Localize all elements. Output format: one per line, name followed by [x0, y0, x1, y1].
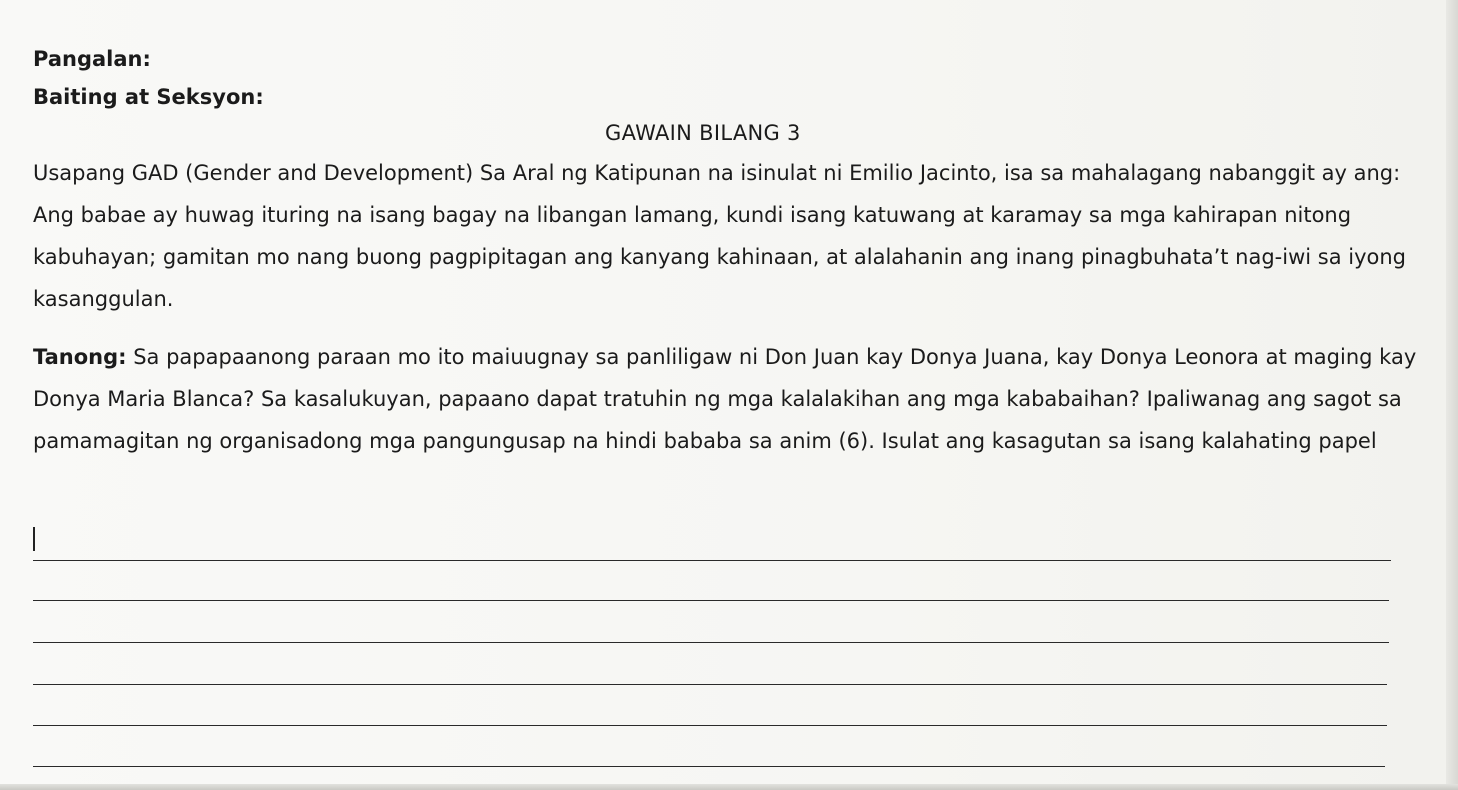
question-text: Sa papapaanong paraan mo ito maiuugnay sa panliligaw ni Don Juan kay Donya Juana, kay Donya Leonora at maging kay Donya Maria Blanca? Sa kasalukuyan, papaano dapat tratuhin ng mga kalalakihan ang mga kababaihan? Ipaliwanag ang sagot sa pamamagitan ng organisadong mga pangungusap na hindi bababa sa anim (6). Isulat ang kasagutan sa isang kalahating papel [33, 345, 1417, 453]
page-edge-shadow [1446, 0, 1458, 790]
intro-paragraph: Usapang GAD (Gender and Development) Sa Aral ng Katipunan na isinulat ni Emilio Jacinto, isa sa mahalagang nabanggit ay ang: Ang babae ay huwag ituring na isang bagay na libangan lamang, kundi isang katuwang at karamay sa mga kahirapan nitong kabuhayan; gamitan mo nang buong pagpipitagan ang kanyang kahinaan, at alalahanin ang inang pinagbuhata’t nag-iwi sa iyong kasanggulan. [33, 161, 1406, 311]
answer-line[interactable] [33, 725, 1387, 726]
answer-line[interactable] [33, 684, 1387, 685]
answer-line[interactable] [33, 600, 1389, 601]
name-label: Pangalan: [33, 47, 151, 71]
question-label: Tanong: [33, 345, 127, 369]
activity-title: GAWAIN BILANG 3 [605, 121, 801, 145]
answer-lines [33, 520, 1391, 770]
question-paragraph [33, 336, 1418, 462]
answer-line[interactable] [33, 766, 1385, 767]
answer-line[interactable] [33, 642, 1389, 643]
section-label: Baiting at Seksyon: [33, 85, 264, 109]
answer-line[interactable] [33, 560, 1391, 561]
page-bottom-edge [0, 784, 1458, 790]
